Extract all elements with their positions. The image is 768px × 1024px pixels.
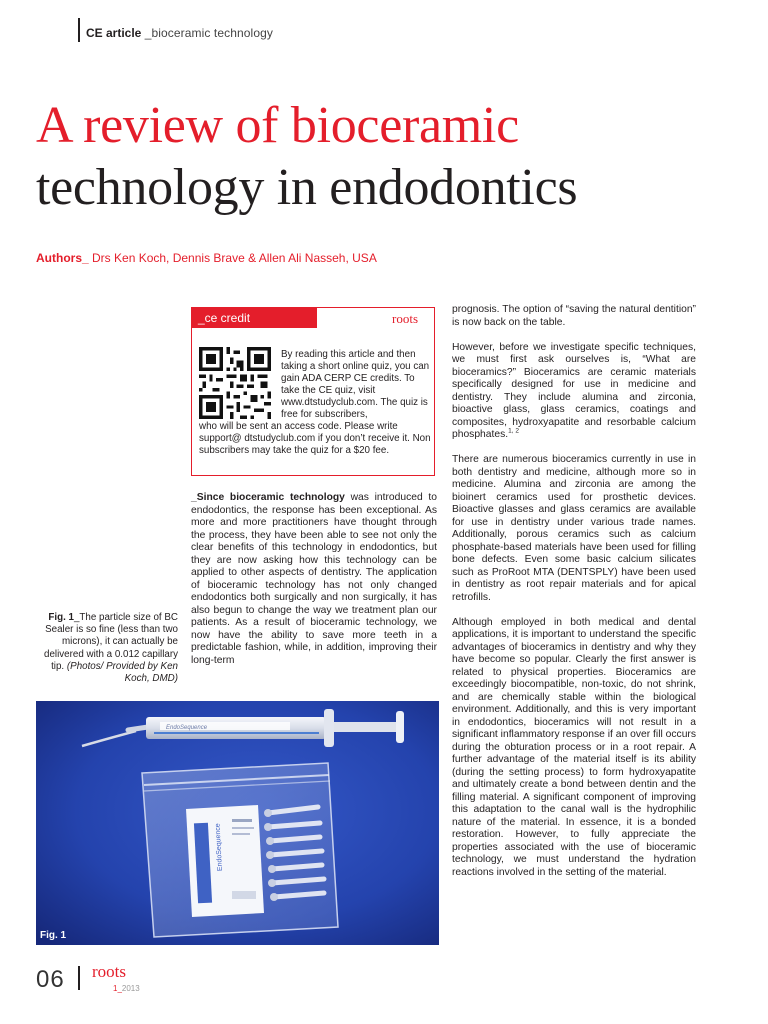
bag-label: EndoSequence xyxy=(214,823,224,872)
issue-year: 2013 xyxy=(121,984,140,993)
paragraph-2 xyxy=(452,342,696,442)
intro-lead: _Since bioceramic technology xyxy=(191,492,345,503)
issue-number: 1_ xyxy=(113,984,122,993)
ce-credit-text-full: who will be sent an access code. Please write support@ dtstudyclub.com if you don’t receive it. Non subscribers may take the quiz for a $20 fee. xyxy=(199,421,431,457)
intro-text: was introduced to endodontics, the response has been exceptional. As more and more practitioners have thought through the process, they have been able to see not only the clear benefits of this technology in endodontics, but they are now asking how this technology can be applied to other aspects of dentistry. The application of bioceramic technology has not only changed endodontics both surgically and non surgically, it has also begun to change the way we treatment plan our patients. As a result of bioceramic technology, we now have the ability to save more teeth in a predictable fashion, while, in addition, improving their long-term xyxy=(191,492,437,666)
right-column xyxy=(452,304,696,892)
figure-1-photo xyxy=(36,701,439,945)
authors-line xyxy=(36,251,377,265)
paragraph-1: prognosis. The option of “saving the natural dentition” is now back on the table. xyxy=(452,304,696,328)
qr-code-icon[interactable] xyxy=(199,347,271,419)
paragraph-3: There are numerous bioceramics currently in use in both dentistry and medicine, although more so in medicine. Alumina and zirconia are among the bioinert ceramics used for prosthetic devices. Bioactive glasses and glass ceramics are available for use in dentistry under various trade names. Additionally, porous ceramics such as calcium phosphate-based materials have been used for filling bone defects. Even some basic calcium silicates such as ProRoot MTA (DENTSPLY) have been used in dentistry as root repair materials and for apical retrofills. xyxy=(452,454,696,603)
footer-divider xyxy=(78,966,80,990)
ce-credit-text-side: By reading this article and then taking a short online quiz, you can gain ADA CERP CE credits. To take the CE quiz, visit www.dtstudyclub.com. The quiz is free for subscribers, xyxy=(281,349,430,421)
intro-paragraph xyxy=(191,492,437,667)
caption-credit: (Photos/ Provided by Ken Koch, DMD) xyxy=(66,660,178,685)
footer-roots-logo: roots xyxy=(92,962,126,981)
caption-text: _The particle size of BC Sealer is so fine (less than two microns), it can actually be delivered with a 0.012 capillary tip. xyxy=(44,612,178,672)
ce-credit-heading: _ce credit xyxy=(192,308,317,328)
running-header xyxy=(86,26,273,40)
header-label: CE article xyxy=(86,26,142,40)
paragraph-2-text: However, before we investigate specific techniques, we must first ask ourselves is, “What are bioceramics?” Bioceramics are ceramic materials specifically designed for use in medicine and dentistry. They include alumina and zirconia, bioactive glass, glass ceramics, coatings and composites, hydroxyapatite and resorbable calcium phosphates. xyxy=(452,341,696,440)
page-number: 06 xyxy=(36,966,65,993)
title-line-2: technology in endodontics xyxy=(36,159,578,216)
header-divider xyxy=(78,18,80,42)
ce-roots-logo: roots xyxy=(392,311,418,326)
title-line-1: A review of bioceramic xyxy=(36,97,519,154)
article-title xyxy=(36,96,736,218)
paragraph-2-ref: 1, 2 xyxy=(508,427,519,435)
header-section: _bioceramic technology xyxy=(144,26,273,40)
ce-credit-box xyxy=(191,307,435,476)
footer-issue xyxy=(113,984,140,993)
syringe-label: EndoSequence xyxy=(166,725,208,731)
paragraph-4: Although employed in both medical and dental applications, it is important to understand the specific advantages of bioceramics in dentistry and why they have become so popular. Clearly the first answer is related to physical properties. Bioceramics are exceedingly biocompatible, non-toxic, do not shrink, and are chemically stable within the biological environment. Additionally, and this is very important in endodontics, bioceramics will not result in a significant inflammatory response if an over fill occurs during the obturation process or in a root repair. A further advantage of the material itself is its ability (during the setting process) to form hydroxyapatite and ultimately create a bond between dentin and the filling material. A significant component of improving this adaptation to the canal wall is the hydrophilic nature of the material. In essence, it is a bonded restoration. However, to fully appreciate the properties associated with the use of bioceramic technology, we must understand the hydration reactions involved in the setting of the material. xyxy=(452,616,696,878)
figure-caption xyxy=(36,612,178,685)
authors-names: Drs Ken Koch, Dennis Brave & Allen Ali Nasseh, USA xyxy=(92,251,377,265)
authors-label: Authors_ xyxy=(36,251,89,265)
photo-figure-label: Fig. 1 xyxy=(40,930,67,941)
caption-label: Fig. 1 xyxy=(48,612,74,623)
